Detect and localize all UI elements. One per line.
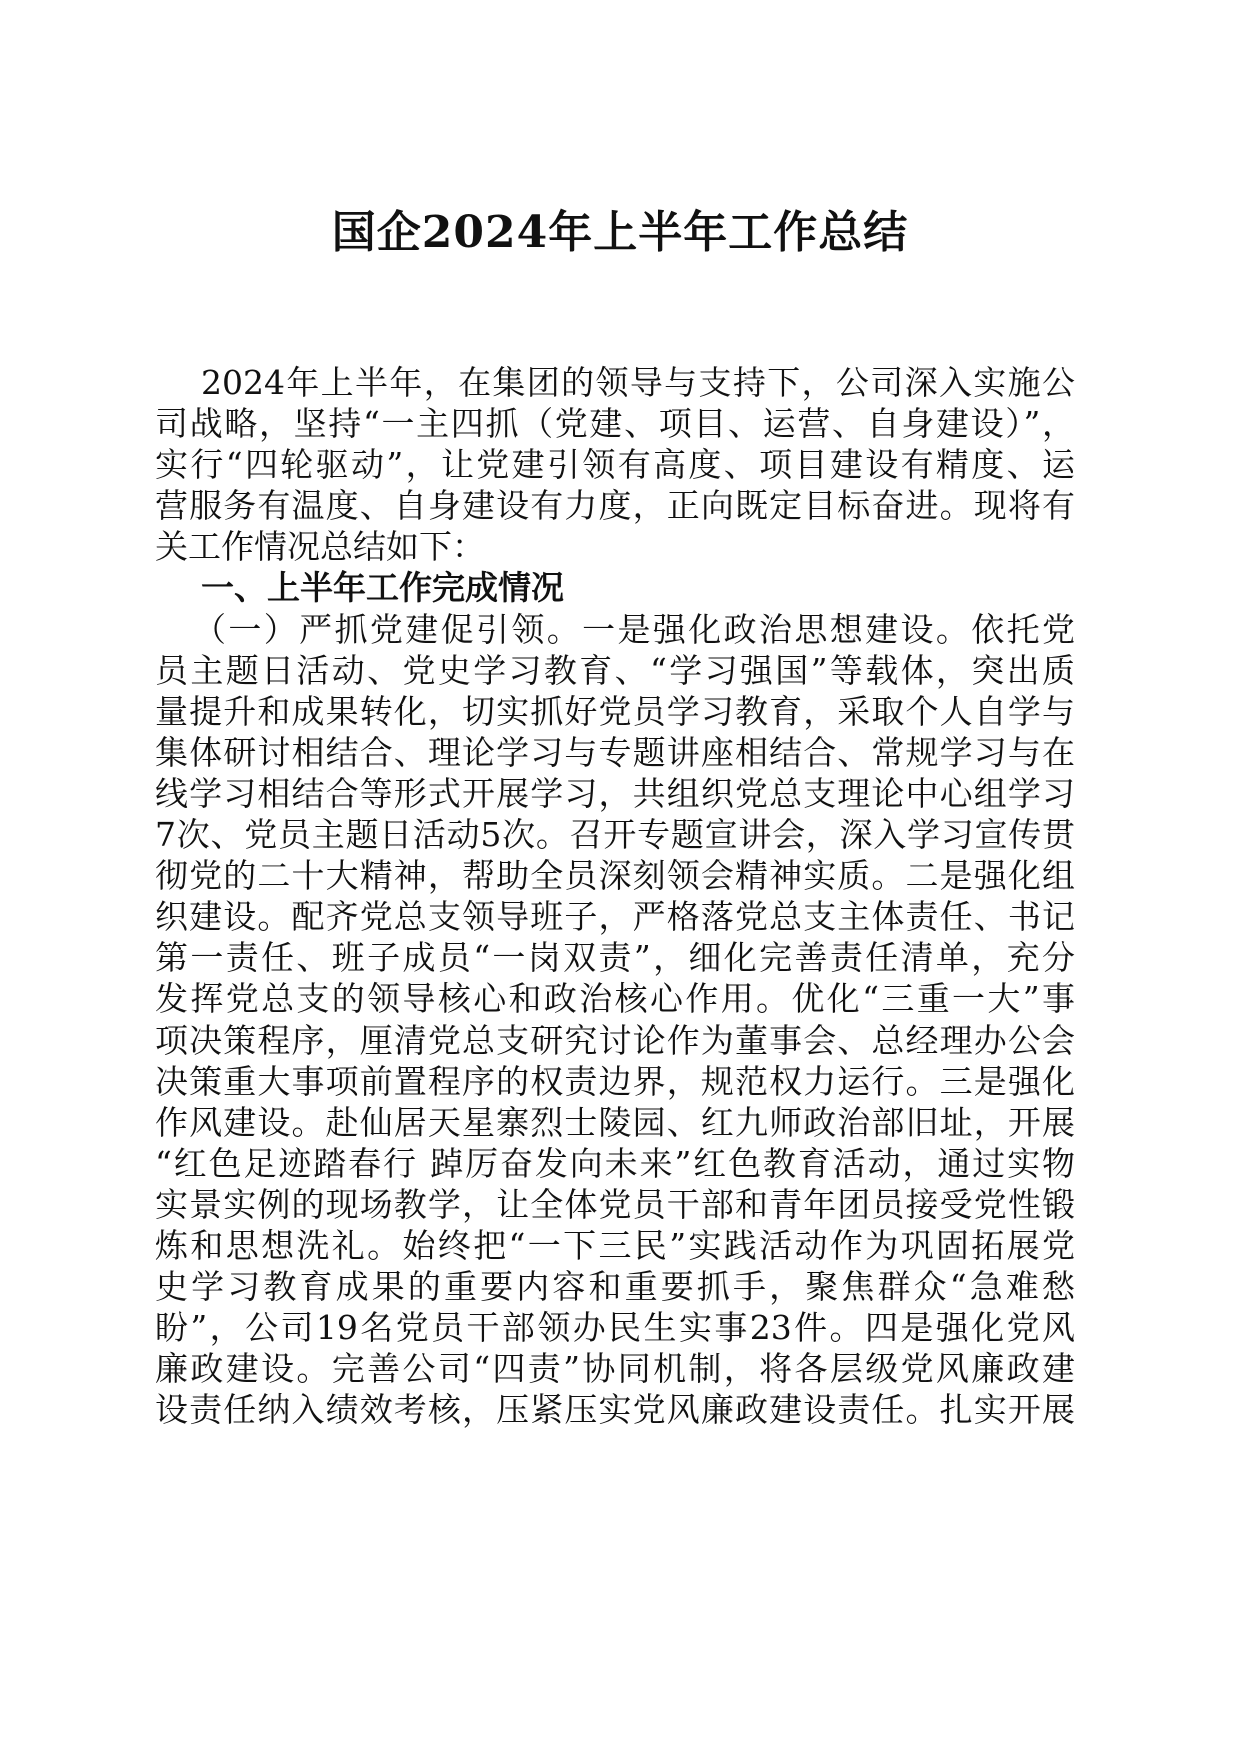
paragraph-line: 线学习相结合等形式开展学习，共组织党总支理论中心组学习 [155, 773, 1075, 813]
paragraph-line: 营服务有温度、自身建设有力度，正向既定目标奋进。现将有 [155, 486, 1075, 526]
paragraph-line: 作风建设。赴仙居天星寨烈士陵园、红九师政治部旧址，开展 [155, 1102, 1075, 1142]
paragraph-line: 决策重大事项前置程序的权责边界，规范权力运行。三是强化 [155, 1061, 1075, 1101]
document-title: 国企2024年上半年工作总结 [331, 207, 909, 258]
paragraph-line: 第一责任、班子成员“一岗双责”，细化完善责任清单，充分 [155, 938, 1075, 978]
paragraph-line: “红色足迹踏春行 踔厉奋发向未来”红色教育活动，通过实物 [155, 1143, 1075, 1183]
paragraph-line: 织建设。配齐党总支领导班子，严格落党总支主体责任、书记 [155, 897, 1075, 937]
paragraph-line: 盼”，公司19名党员干部领办民生实事23件。四是强化党风 [155, 1308, 1075, 1348]
paragraph-line: 项决策程序，厘清党总支研究讨论作为董事会、总经理办公会 [155, 1020, 1075, 1060]
paragraph-line: 关工作情况总结如下： [155, 527, 485, 567]
paragraph-line: 司战略，坚持“一主四抓（党建、项目、运营、自身建设）”， [155, 404, 1075, 444]
section-heading: 一、上半年工作完成情况 [201, 568, 564, 608]
paragraph-line: 史学习教育成果的重要内容和重要抓手，聚焦群众“急难愁 [155, 1267, 1075, 1307]
paragraph-line: 2024年上半年，在集团的领导与支持下，公司深入实施公 [201, 363, 1075, 402]
paragraph-line: 设责任纳入绩效考核，压紧压实党风廉政建设责任。扎实开展 [155, 1390, 1075, 1430]
paragraph-line: 发挥党总支的领导核心和政治核心作用。优化“三重一大”事 [155, 979, 1075, 1019]
paragraph-line: 彻党的二十大精神，帮助全员深刻领会精神实质。二是强化组 [155, 856, 1075, 896]
paragraph-line: 量提升和成果转化，切实抓好党员学习教育，采取个人自学与 [155, 691, 1075, 731]
paragraph-line: 实景实例的现场教学，让全体党员干部和青年团员接受党性锻 [155, 1184, 1075, 1224]
paragraph-line: （一）严抓党建促引领。一是强化政治思想建设。依托党 [193, 609, 1075, 649]
paragraph-line: 实行“四轮驱动”，让党建引领有高度、项目建设有精度、运 [155, 445, 1075, 485]
paragraph-line: 集体研讨相结合、理论学习与专题讲座相结合、常规学习与在 [155, 732, 1075, 772]
document-body [155, 362, 1075, 1430]
paragraph-line: 7次、党员主题日活动5次。召开专题宣讲会，深入学习宣传贯 [155, 815, 1075, 855]
paragraph-line: 员主题日活动、党史学习教育、“学习强国”等载体，突出质 [155, 650, 1075, 690]
paragraph-line: 廉政建设。完善公司“四责”协同机制，将各层级党风廉政建 [155, 1349, 1075, 1389]
paragraph-line: 炼和思想洗礼。始终把“一下三民”实践活动作为巩固拓展党 [155, 1225, 1075, 1265]
